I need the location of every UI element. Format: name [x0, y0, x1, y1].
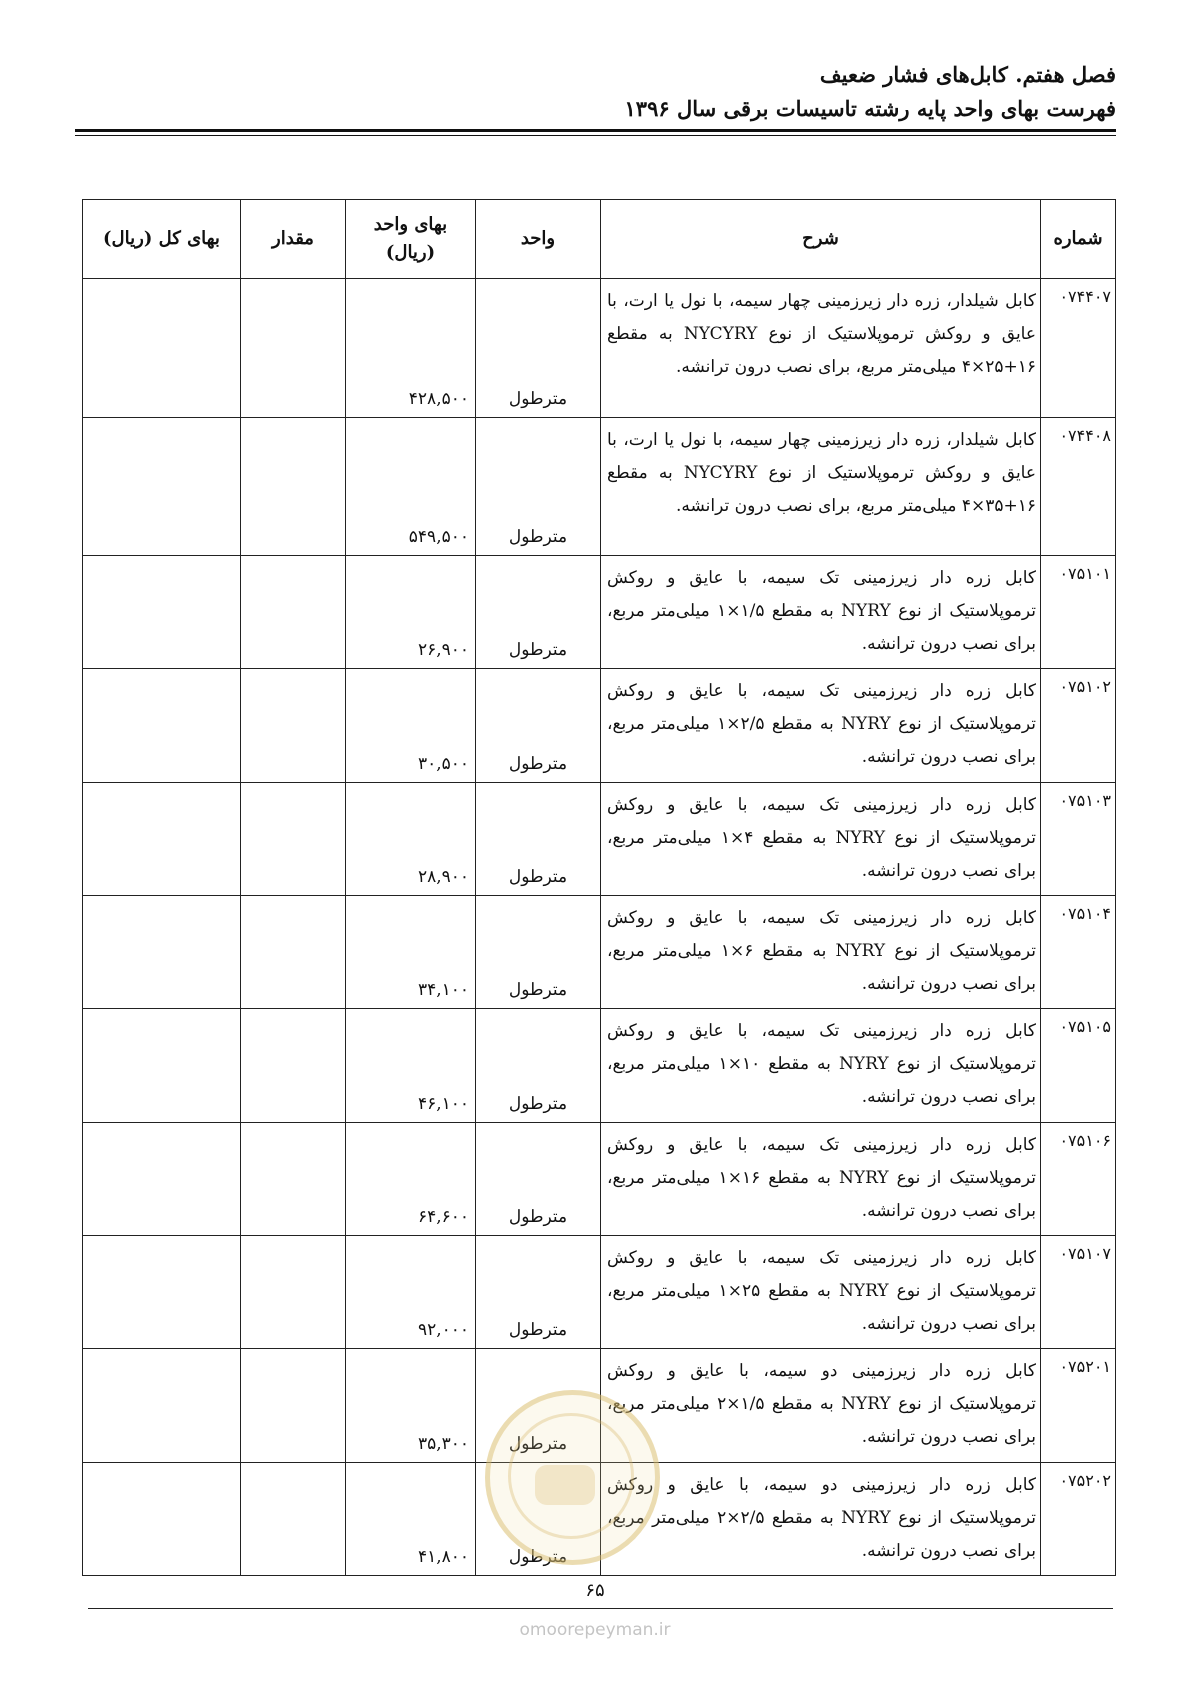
- item-unit-price: ۳۵,۳۰۰: [346, 1349, 476, 1462]
- item-unit-price: ۵۴۹,۵۰۰: [346, 417, 476, 556]
- table-row: [83, 1122, 1116, 1235]
- item-unit-price: ۳۴,۱۰۰: [346, 896, 476, 1009]
- item-unit-price: ۲۸,۹۰۰: [346, 782, 476, 895]
- table-row: [83, 1009, 1116, 1122]
- item-unit: مترطول: [476, 1462, 601, 1575]
- item-quantity: [241, 1462, 346, 1575]
- item-total: [83, 1235, 241, 1348]
- column-header-quantity: مقدار: [241, 200, 346, 279]
- table-row: [83, 1235, 1116, 1348]
- item-unit: مترطول: [476, 782, 601, 895]
- item-description: کابل زره دار زیرزمینی تک سیمه، با عایق و روکش ترموپلاستیک از نوع NYRY به مقطع ۲۵×۱ میلی‌متر مربع، برای نصب درون ترانشه.: [601, 1235, 1041, 1348]
- column-header-code: شماره: [1041, 200, 1116, 279]
- header-rule-thick: [75, 129, 1116, 132]
- table-row: [83, 782, 1116, 895]
- column-header-description: شرح: [601, 200, 1041, 279]
- item-unit: مترطول: [476, 1122, 601, 1235]
- item-code: ۰۷۵۲۰۲: [1041, 1462, 1116, 1575]
- item-quantity: [241, 782, 346, 895]
- item-unit: مترطول: [476, 279, 601, 418]
- item-description: کابل زره دار زیرزمینی تک سیمه، با عایق و روکش ترموپلاستیک از نوع NYRY به مقطع ۴×۱ میلی‌متر مربع، برای نصب درون ترانشه.: [601, 782, 1041, 895]
- item-unit: مترطول: [476, 1009, 601, 1122]
- column-header-total: بهای کل (ریال): [83, 200, 241, 279]
- chapter-title: فصل هفتم. کابل‌های فشار ضعیف: [819, 62, 1116, 87]
- item-quantity: [241, 417, 346, 556]
- item-code: ۰۷۵۱۰۷: [1041, 1235, 1116, 1348]
- item-total: [83, 417, 241, 556]
- item-unit-price: ۲۶,۹۰۰: [346, 556, 476, 669]
- item-code: ۰۷۵۲۰۱: [1041, 1349, 1116, 1462]
- item-description: کابل زره دار زیرزمینی دو سیمه، با عایق و روکش ترموپلاستیک از نوع NYRY به مقطع ۱/۵×۲ میلی‌متر مربع، برای نصب درون ترانشه.: [601, 1349, 1041, 1462]
- item-unit: مترطول: [476, 556, 601, 669]
- item-unit-price: ۴۲۸,۵۰۰: [346, 279, 476, 418]
- table-row: [83, 1462, 1116, 1575]
- item-quantity: [241, 896, 346, 1009]
- site-watermark: omoorepeyman.ir: [519, 1620, 671, 1640]
- item-code: ۰۷۵۱۰۶: [1041, 1122, 1116, 1235]
- item-total: [83, 896, 241, 1009]
- item-quantity: [241, 556, 346, 669]
- table-row: [83, 279, 1116, 418]
- footer-rule: [88, 1608, 1113, 1609]
- item-unit: مترطول: [476, 1349, 601, 1462]
- item-quantity: [241, 279, 346, 418]
- item-quantity: [241, 1349, 346, 1462]
- item-unit-price: ۳۰,۵۰۰: [346, 669, 476, 782]
- table-row: [83, 669, 1116, 782]
- item-total: [83, 1462, 241, 1575]
- item-code: ۰۷۵۱۰۴: [1041, 896, 1116, 1009]
- item-unit: مترطول: [476, 896, 601, 1009]
- document-title: فهرست بهای واحد پایه رشته تاسیسات برقی سال ۱۳۹۶: [624, 96, 1116, 121]
- item-code: ۰۷۵۱۰۲: [1041, 669, 1116, 782]
- item-description: کابل شیلدار، زره دار زیرزمینی چهار سیمه، با نول یا ارت، با عایق و روکش ترموپلاستیک از نوع NYCYRY به مقطع ۱۶+۳۵×۴ میلی‌متر مربع، برای نصب درون ترانشه.: [601, 417, 1041, 556]
- item-total: [83, 279, 241, 418]
- item-description: کابل زره دار زیرزمینی تک سیمه، با عایق و روکش ترموپلاستیک از نوع NYRY به مقطع ۲/۵×۱ میلی‌متر مربع، برای نصب درون ترانشه.: [601, 669, 1041, 782]
- price-list-table: [82, 199, 1116, 1576]
- page-header: [76, 58, 1116, 126]
- item-total: [83, 669, 241, 782]
- item-unit-price: ۴۶,۱۰۰: [346, 1009, 476, 1122]
- table-row: [83, 1349, 1116, 1462]
- item-total: [83, 1349, 241, 1462]
- item-unit-price: ۹۲,۰۰۰: [346, 1235, 476, 1348]
- item-description: کابل زره دار زیرزمینی تک سیمه، با عایق و روکش ترموپلاستیک از نوع NYRY به مقطع ۶×۱ میلی‌متر مربع، برای نصب درون ترانشه.: [601, 896, 1041, 1009]
- item-code: ۰۷۴۴۰۸: [1041, 417, 1116, 556]
- item-description: کابل شیلدار، زره دار زیرزمینی چهار سیمه، با نول یا ارت، با عایق و روکش ترموپلاستیک از نوع NYCYRY به مقطع ۱۶+۲۵×۴ میلی‌متر مربع، برای نصب درون ترانشه.: [601, 279, 1041, 418]
- item-code: ۰۷۴۴۰۷: [1041, 279, 1116, 418]
- item-unit: مترطول: [476, 1235, 601, 1348]
- item-description: کابل زره دار زیرزمینی تک سیمه، با عایق و روکش ترموپلاستیک از نوع NYRY به مقطع ۱۶×۱ میلی‌متر مربع، برای نصب درون ترانشه.: [601, 1122, 1041, 1235]
- item-quantity: [241, 669, 346, 782]
- item-description: کابل زره دار زیرزمینی دو سیمه، با عایق و روکش ترموپلاستیک از نوع NYRY به مقطع ۲/۵×۲ میلی‌متر مربع، برای نصب درون ترانشه.: [601, 1462, 1041, 1575]
- table-header-row: [83, 200, 1116, 279]
- item-unit-price: ۶۴,۶۰۰: [346, 1122, 476, 1235]
- table-row: [83, 556, 1116, 669]
- item-quantity: [241, 1235, 346, 1348]
- item-code: ۰۷۵۱۰۱: [1041, 556, 1116, 669]
- item-description: کابل زره دار زیرزمینی تک سیمه، با عایق و روکش ترموپلاستیک از نوع NYRY به مقطع ۱/۵×۱ میلی‌متر مربع، برای نصب درون ترانشه.: [601, 556, 1041, 669]
- item-code: ۰۷۵۱۰۵: [1041, 1009, 1116, 1122]
- table-row: [83, 896, 1116, 1009]
- item-total: [83, 556, 241, 669]
- item-description: کابل زره دار زیرزمینی تک سیمه، با عایق و روکش ترموپلاستیک از نوع NYRY به مقطع ۱۰×۱ میلی‌متر مربع، برای نصب درون ترانشه.: [601, 1009, 1041, 1122]
- item-total: [83, 1009, 241, 1122]
- item-quantity: [241, 1009, 346, 1122]
- item-unit: مترطول: [476, 417, 601, 556]
- header-rule-thin: [75, 135, 1116, 136]
- column-header-unit: واحد: [476, 200, 601, 279]
- table-row: [83, 417, 1116, 556]
- page-number: ۶۵: [570, 1580, 620, 1601]
- column-header-unit-price: بهای واحد (ریال): [346, 200, 476, 279]
- item-total: [83, 1122, 241, 1235]
- item-total: [83, 782, 241, 895]
- item-quantity: [241, 1122, 346, 1235]
- item-unit: مترطول: [476, 669, 601, 782]
- item-code: ۰۷۵۱۰۳: [1041, 782, 1116, 895]
- item-unit-price: ۴۱,۸۰۰: [346, 1462, 476, 1575]
